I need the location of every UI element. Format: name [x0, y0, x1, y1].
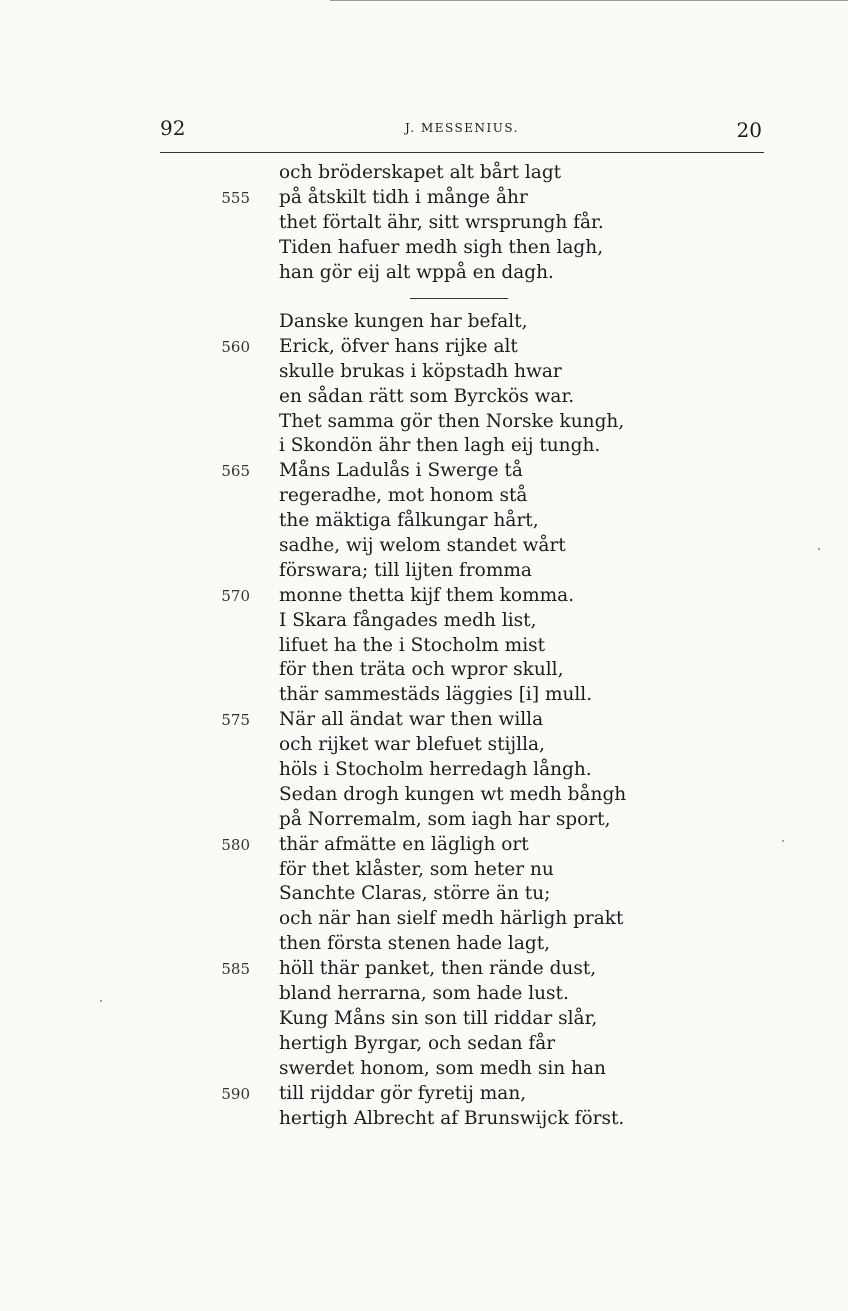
verse-line	[200, 335, 660, 360]
verse-text: och rijket war blefuet stijlla,	[279, 734, 545, 756]
verse-line	[200, 261, 660, 286]
verse-text: hertigh Albrecht af Brunswijck först.	[279, 1107, 625, 1129]
verse-text: till rijddar gör fyretij man,	[279, 1082, 527, 1104]
verse-line	[200, 236, 660, 261]
verse-text: Sedan drogh kungen wt medh bångh	[279, 783, 627, 805]
verse-line	[200, 534, 660, 559]
verse-line	[200, 1082, 660, 1107]
verse-line	[200, 634, 660, 659]
verse-line	[200, 484, 660, 509]
line-number: 565	[221, 462, 250, 481]
verse-text: han gör eij alt wppå en dagh.	[279, 261, 554, 283]
line-number: 560	[221, 337, 250, 356]
verse-text: Måns Ladulås i Swerge tå	[279, 460, 523, 482]
verse-text: then första stenen hade lagt,	[279, 933, 551, 955]
verse-line	[200, 584, 660, 609]
verse-text: skulle brukas i köpstadh hwar	[279, 360, 562, 382]
verse-text: Sanchte Claras, större än tu;	[279, 883, 551, 905]
verse-text: thär sammestäds läggies [i] mull.	[279, 684, 593, 706]
verse-line	[200, 161, 660, 186]
verse-line	[200, 211, 660, 236]
verse-text: i Skondön ähr then lagh eij tungh.	[279, 435, 601, 457]
verse-line	[200, 907, 660, 932]
page-number: 92	[160, 116, 186, 140]
page-edge-line	[330, 0, 848, 1]
verse-text: Erick, öfver hans rijke alt	[279, 335, 518, 357]
verse-text: sadhe, wij welom standet wårt	[279, 535, 566, 557]
verse-line	[200, 385, 660, 410]
verse-text: hertigh Byrgar, och sedan får	[279, 1032, 556, 1054]
line-number: 575	[221, 711, 250, 730]
paper-speck	[818, 548, 820, 550]
verse-text: Tiden hafuer medh sigh then lagh,	[279, 236, 604, 258]
verse-text: höll thär panket, then rände dust,	[279, 958, 597, 980]
verse-line	[200, 957, 660, 982]
verse-text: på åtskilt tidh i månge åhr	[279, 186, 528, 208]
paper-speck	[100, 1000, 102, 1002]
section-divider	[410, 298, 508, 299]
page-header	[160, 116, 764, 150]
verse-text: Thet samma gör then Norske kungh,	[279, 410, 625, 432]
verse-line	[200, 186, 660, 211]
line-number: 570	[221, 586, 250, 605]
verse-line	[200, 658, 660, 683]
verse-line	[200, 982, 660, 1007]
verse-text: en sådan rätt som Byrckös war.	[279, 385, 575, 407]
verse-text: När all ändat war then willa	[279, 709, 544, 731]
verse-text: thär afmätte en lägligh ort	[279, 833, 529, 855]
verse-text: för then träta och wpror skull,	[279, 659, 564, 681]
line-number: 555	[221, 188, 250, 207]
stanza-1	[200, 161, 660, 285]
verse-line	[200, 559, 660, 584]
verse-line	[200, 858, 660, 883]
verse-line	[200, 808, 660, 833]
verse-line	[200, 882, 660, 907]
verse-line	[200, 1107, 660, 1132]
stanza-2	[200, 310, 660, 1131]
header-rule	[160, 152, 764, 153]
verse-line	[200, 758, 660, 783]
verse-line	[200, 683, 660, 708]
line-number: 590	[221, 1084, 250, 1103]
verse-line	[200, 410, 660, 435]
paper-speck	[782, 840, 784, 842]
verse-line	[200, 360, 660, 385]
verse-line	[200, 708, 660, 733]
verse-text: och bröderskapet alt bårt lagt	[279, 162, 562, 183]
verse-text: och när han sielf medh härligh prakt	[279, 908, 624, 930]
verse-text: Kung Måns sin son till riddar slår,	[279, 1007, 598, 1029]
verse-line	[200, 833, 660, 858]
verse-line	[200, 459, 660, 484]
verse-text: monne thetta kijf them komma.	[279, 584, 575, 606]
verse-text: lifuet ha the i Stocholm mist	[279, 634, 546, 656]
verse-text: I Skara fångades medh list,	[279, 609, 537, 631]
verse-line	[200, 310, 660, 335]
verse-line	[200, 509, 660, 534]
verse-text: regeradhe, mot honom stå	[279, 485, 528, 507]
verse-line	[200, 434, 660, 459]
verse-line	[200, 609, 660, 634]
running-title: J. MESSENIUS.	[404, 121, 519, 135]
verse-text: bland herrarna, som hade lust.	[279, 983, 569, 1005]
verse-text: the mäktiga fålkungar hårt,	[279, 510, 539, 532]
verse-text: för thet klåster, som heter nu	[279, 858, 554, 880]
sheet-number: 20	[736, 118, 762, 142]
verse-line	[200, 1007, 660, 1032]
verse-text: på Norremalm, som iagh har sport,	[279, 808, 611, 830]
verse-line	[200, 733, 660, 758]
verse-text: Danske kungen har befalt,	[279, 311, 528, 332]
verse-line	[200, 1032, 660, 1057]
verse-text: thet förtalt ähr, sitt wrsprungh får.	[279, 211, 604, 233]
line-number: 585	[221, 960, 250, 979]
verse-line	[200, 783, 660, 808]
verse-text: förswara; till lijten fromma	[279, 559, 532, 581]
verse-text: höls i Stocholm herredagh långh.	[279, 759, 592, 781]
verse-line	[200, 1057, 660, 1082]
verse-line	[200, 932, 660, 957]
line-number: 580	[221, 835, 250, 854]
verse-text: swerdet honom, som medh sin han	[279, 1057, 606, 1079]
